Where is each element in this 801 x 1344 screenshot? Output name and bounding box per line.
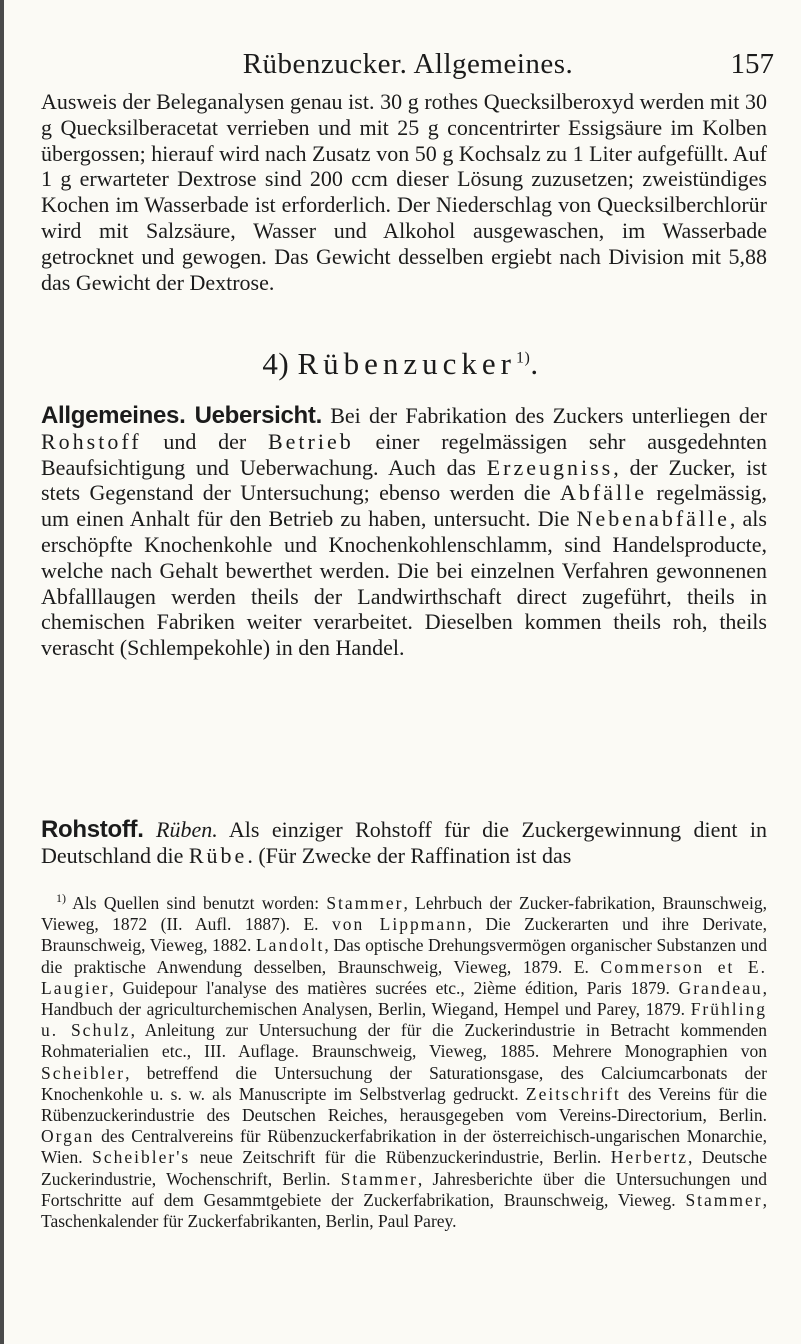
overview-text: , als erschöpfte Knochenkohle und Knochenkohlenschlamm, sind Handelsproducte, welche nach Gehalt bewerthet werden. Die bei einzelnen Verfahren gewonnenen Abfalllaugen werden theils der Landwirthschaft direct zugeführt, theils in chemischen Fabriken weiter verarbeitet. Dieselben kommen theils roh, theils verascht (Schlempekohle) in den Handel. — [41, 506, 767, 661]
section-title-end: . — [530, 346, 539, 381]
footnote-author: Organ — [41, 1126, 95, 1147]
overview-text: und der — [141, 428, 268, 454]
overview-text: Bei der Fabrikation des Zuckers unterliegen der — [321, 403, 767, 428]
overview-paragraph — [41, 403, 767, 661]
footnote-author: Stammer — [326, 893, 404, 913]
running-header-title: Rübenzucker. Allgemeines. — [242, 48, 574, 80]
page-number: 157 — [730, 48, 774, 80]
scan-edge — [0, 0, 4, 1344]
rohstoff-paragraph — [41, 817, 767, 869]
rohstoff-heading: Rohstoff. — [41, 816, 144, 843]
footnote — [41, 893, 767, 1232]
footnote-text: , Anleitung zur Untersuchung der für die Zuckerindustrie in Betracht kommenden Rohmaterialien etc., III. Auflage. Braunschweig, Vieweg, 1885. Mehrere Monographien von — [41, 1020, 767, 1062]
overview-text: einer regelmässigen sehr ausgedehnten Beaufsichtigung und Ueberwachung. Auch das — [41, 428, 767, 480]
section-heading — [0, 346, 801, 382]
footnote-text: , Guidepour l'analyse des matières sucrées etc., 2ième édition, Paris 1879. — [109, 977, 679, 998]
footnote-author: Herbertz — [610, 1147, 688, 1168]
footnote-author: Frühling u. Schulz — [41, 999, 767, 1041]
footnote-author: Scheibler's — [92, 1147, 191, 1168]
overview-term: Abfälle — [560, 480, 648, 506]
footnote-text: des Vereins für die Rübenzuckerindustrie des Deutschen Reiches, herausgegeben vom Vereins-Directorium, Berlin. — [41, 1083, 767, 1126]
running-header — [40, 48, 776, 88]
footnote-author: Stammer — [340, 1168, 418, 1189]
footnote-text: , Lehrbuch der Zucker-fabrikation, Braunschweig, Vieweg, 1872 (II. Aufl. 1887). E. — [41, 893, 767, 935]
footnote-text: , Handbuch der agriculturchemischen Analysen, Berlin, Wiegand, Hempel und Parey, 1879. — [41, 977, 767, 1020]
overview-heading: Allgemeines. Uebersicht. — [41, 402, 322, 429]
footnote-text: , betreffend die Untersuchung der Saturationsgase, des Calciumcarbonats der Knochenkohle u. s. w. als Manuscripte im Selbstverlag gedruckt. — [41, 1062, 767, 1104]
footnote-text: , Deutsche Zuckerindustrie, Wochenschrift, Berlin. — [41, 1147, 767, 1189]
section-footnote-mark: 1) — [516, 349, 531, 367]
footnote-author: von Lippmann — [331, 914, 468, 935]
intro-paragraph: Ausweis der Beleganalysen genau ist. 30 g rothes Quecksilberoxyd werden mit 30 g Quecksilberacetat verrieben und mit 25 g concentrirter Essigsäure im Kolben übergossen; hierauf wird nach Zusatz von 50 g Kochsalz zu 1 Liter aufgefüllt. Auf 1 g erwarteter Dextrose sind 200 ccm dieser Lösung zuzusetzen; zweistündiges Kochen im Wasserbade ist erforderlich. Der Niederschlag von Quecksilberchlorür wird mit Salzsäure, Wasser und Alkohol ausgewaschen, im Wasserbade getrocknet und gewogen. Das Gewicht desselben ergiebt nach Division mit 5,88 das Gewicht der Dextrose. — [41, 89, 767, 295]
overview-term: Erzeugniss — [486, 454, 614, 480]
footnote-author: Zeitschrift — [525, 1083, 621, 1104]
overview-term: Nebenabfälle — [576, 506, 730, 532]
rohstoff-subheading: Rüben. — [156, 817, 218, 842]
footnote-author: Commerson et E. Laugier — [41, 956, 767, 998]
rohstoff-text: Als einziger Rohstoff für die Zuckergewinnung dient in Deutschland die — [41, 817, 768, 868]
footnote-text: , Die Zuckerarten und ihre Derivate, Braunschweig, Vieweg, 1882. — [41, 914, 768, 956]
footnote-author: Scheibler — [41, 1062, 126, 1083]
overview-term: Betrieb — [267, 428, 354, 454]
overview-text: , der Zucker, ist stets Gegenstand der Untersuchung; ebenso werden die — [41, 454, 767, 506]
footnote-author: Landolt — [255, 935, 325, 956]
footnote-text: neue Zeitschrift für die Rübenzuckerindustrie, Berlin. — [190, 1147, 611, 1168]
footnote-text: Als Quellen sind benutzt worden: — [66, 893, 327, 913]
section-title: Rübenzucker — [297, 346, 517, 381]
footnote-text: , Jahresberichte über die Untersuchungen und Fortschritte auf dem Gesammtgebiete der Zuckerfabrikation, Braunschweig, Vieweg. — [41, 1168, 767, 1210]
footnote-author: Grandeau — [678, 977, 763, 998]
footnote-mark: 1) — [56, 891, 66, 906]
footnote-text: des Centralvereins für Rübenzuckerfabrikation in der österreichisch-ungarischen Monarchie, Wien. — [41, 1126, 767, 1168]
rohstoff-text: . (Für Zwecke der Raffination ist das — [247, 842, 572, 868]
rohstoff-term: Rübe — [188, 842, 248, 868]
section-number: 4) — [262, 346, 290, 381]
footnote-text: , Taschenkalender für Zuckerfabrikanten, Berlin, Paul Parey. — [41, 1189, 767, 1232]
footnote-author: Stammer — [685, 1189, 763, 1210]
overview-text: regelmässig, um einen Anhalt für den Betrieb zu haben, untersucht. Die — [41, 480, 767, 532]
overview-term: Rohstoff — [41, 428, 142, 454]
footnote-text: , Das optische Drehungsvermögen organischer Substanzen und die praktische Anwendung desselben, Braunschweig, Vieweg, 1879. E. — [41, 935, 767, 977]
